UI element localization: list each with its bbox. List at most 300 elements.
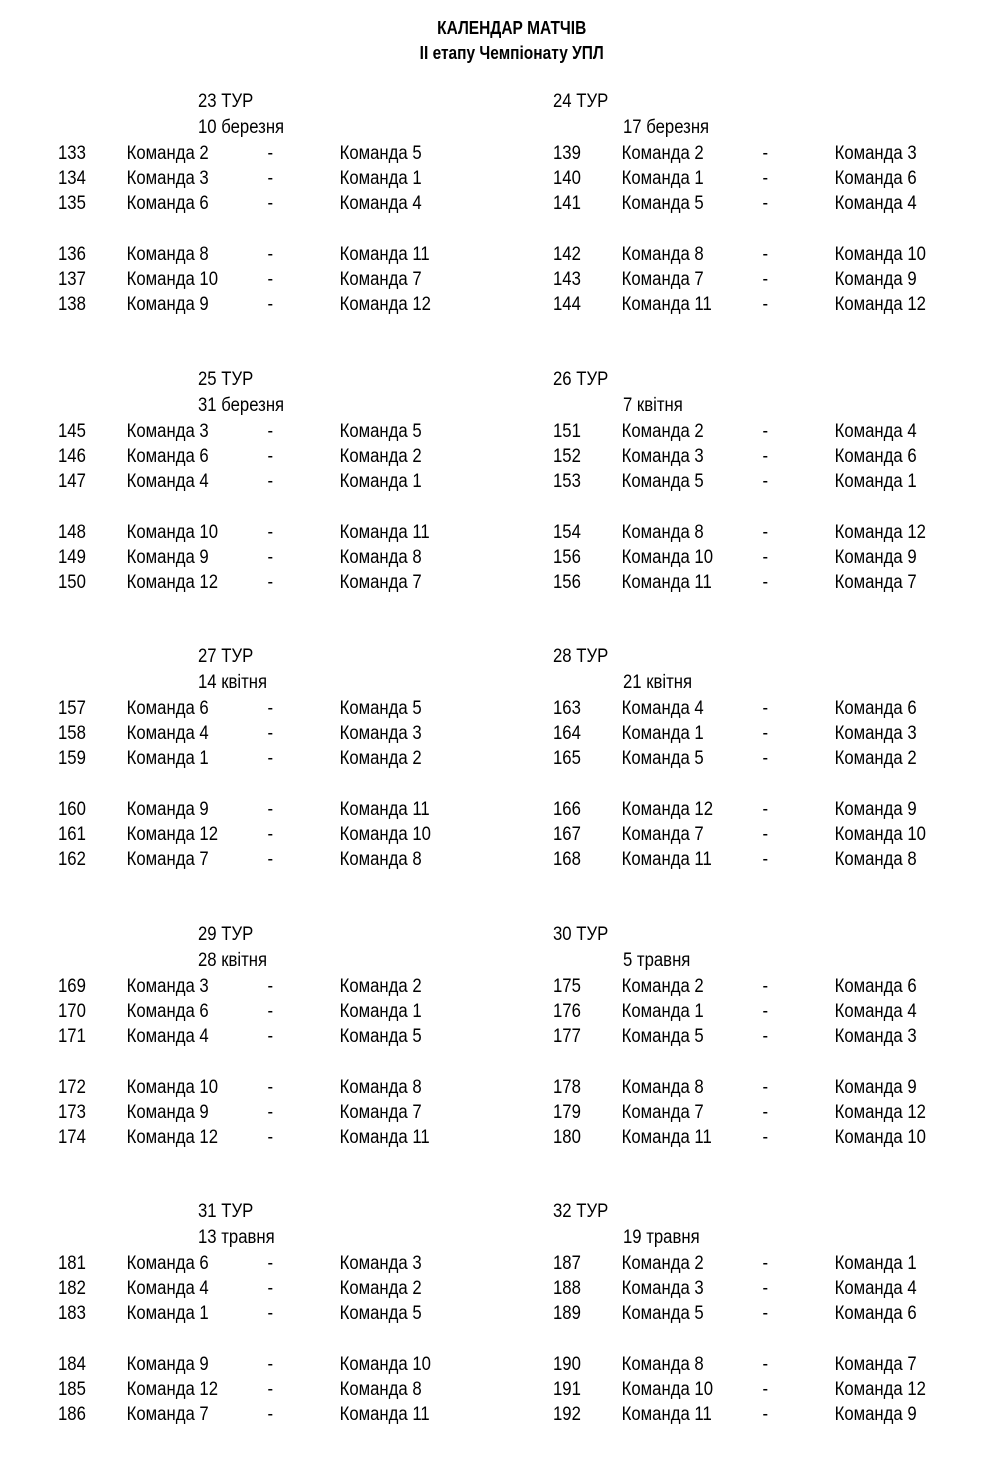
away-team: Команда 7 bbox=[834, 572, 917, 593]
match-separator: - bbox=[267, 572, 274, 593]
home-team: Команда 10 bbox=[621, 1379, 714, 1400]
home-team: Команда 4 bbox=[621, 698, 704, 719]
home-team: Команда 6 bbox=[126, 193, 209, 214]
home-team: Команда 2 bbox=[621, 421, 704, 442]
match-number: 188 bbox=[553, 1278, 581, 1299]
away-team: Команда 2 bbox=[339, 446, 422, 467]
match-separator: - bbox=[762, 976, 769, 997]
match-separator: - bbox=[762, 1127, 769, 1148]
match-separator: - bbox=[267, 824, 274, 845]
home-team: Команда 11 bbox=[621, 1404, 712, 1425]
match-row bbox=[58, 419, 498, 444]
match-row bbox=[58, 141, 498, 166]
match-row bbox=[553, 292, 993, 317]
match-number: 133 bbox=[58, 143, 86, 164]
match-row bbox=[58, 242, 498, 267]
match-number: 180 bbox=[553, 1127, 581, 1148]
match-number: 177 bbox=[553, 1026, 581, 1047]
away-team: Команда 8 bbox=[339, 547, 422, 568]
match-row bbox=[58, 1100, 498, 1125]
match-number: 187 bbox=[553, 1253, 581, 1274]
match-separator: - bbox=[267, 269, 274, 290]
match-number: 159 bbox=[58, 748, 86, 769]
away-team: Команда 6 bbox=[834, 1303, 917, 1324]
home-team: Команда 2 bbox=[126, 143, 209, 164]
match-number: 170 bbox=[58, 1001, 86, 1022]
match-separator: - bbox=[762, 849, 769, 870]
away-team: Команда 12 bbox=[834, 294, 926, 315]
match-row bbox=[553, 469, 993, 494]
home-team: Команда 9 bbox=[126, 547, 209, 568]
home-team: Команда 11 bbox=[621, 572, 712, 593]
match-separator: - bbox=[762, 1253, 769, 1274]
match-number: 179 bbox=[553, 1102, 581, 1123]
match-row bbox=[553, 847, 993, 872]
away-team: Команда 6 bbox=[834, 446, 917, 467]
home-team: Команда 3 bbox=[126, 976, 209, 997]
home-team: Команда 5 bbox=[621, 1303, 704, 1324]
home-team: Команда 1 bbox=[126, 1303, 209, 1324]
match-row bbox=[553, 1301, 993, 1326]
away-team: Команда 4 bbox=[834, 1001, 917, 1022]
match-number: 186 bbox=[58, 1404, 86, 1425]
match-number: 150 bbox=[58, 572, 86, 593]
home-team: Команда 1 bbox=[126, 748, 209, 769]
away-team: Команда 1 bbox=[834, 1253, 917, 1274]
match-number: 168 bbox=[553, 849, 581, 870]
match-separator: - bbox=[267, 547, 274, 568]
home-team: Команда 7 bbox=[621, 1102, 704, 1123]
match-separator: - bbox=[762, 193, 769, 214]
match-row bbox=[58, 520, 498, 545]
home-team: Команда 6 bbox=[126, 1253, 209, 1274]
match-number: 143 bbox=[553, 269, 581, 290]
match-separator: - bbox=[267, 471, 274, 492]
away-team: Команда 6 bbox=[834, 698, 917, 719]
match-row bbox=[58, 797, 498, 822]
match-separator: - bbox=[267, 1102, 274, 1123]
home-team: Команда 10 bbox=[126, 1077, 219, 1098]
match-row bbox=[553, 1402, 993, 1427]
match-number: 147 bbox=[58, 471, 86, 492]
match-row bbox=[553, 545, 993, 570]
away-team: Команда 11 bbox=[339, 522, 430, 543]
home-team: Команда 8 bbox=[621, 1354, 704, 1375]
tour-title: 31 ТУР bbox=[197, 1201, 254, 1222]
away-team: Команда 5 bbox=[339, 421, 422, 442]
match-row bbox=[58, 974, 498, 999]
home-team: Команда 2 bbox=[621, 1253, 704, 1274]
match-row bbox=[553, 1100, 993, 1125]
home-team: Команда 10 bbox=[126, 522, 219, 543]
match-row bbox=[58, 469, 498, 494]
tour-title: 24 ТУР bbox=[553, 91, 609, 112]
match-row bbox=[58, 1276, 498, 1301]
match-row bbox=[58, 999, 498, 1024]
away-team: Команда 9 bbox=[834, 269, 917, 290]
away-team: Команда 5 bbox=[339, 1026, 422, 1047]
match-number: 173 bbox=[58, 1102, 86, 1123]
match-separator: - bbox=[762, 1077, 769, 1098]
match-row bbox=[58, 292, 498, 317]
home-team: Команда 6 bbox=[126, 1001, 209, 1022]
away-team: Команда 7 bbox=[339, 1102, 422, 1123]
away-team: Команда 9 bbox=[834, 1404, 917, 1425]
match-row bbox=[553, 419, 993, 444]
away-team: Команда 7 bbox=[834, 1354, 917, 1375]
home-team: Команда 6 bbox=[126, 698, 209, 719]
match-number: 167 bbox=[553, 824, 581, 845]
match-row bbox=[553, 1075, 993, 1100]
home-team: Команда 11 bbox=[621, 294, 712, 315]
match-number: 172 bbox=[58, 1077, 86, 1098]
home-team: Команда 11 bbox=[621, 1127, 712, 1148]
tour-title: 32 ТУР bbox=[553, 1201, 609, 1222]
tour-title: 27 ТУР bbox=[197, 646, 254, 667]
match-separator: - bbox=[762, 471, 769, 492]
match-number: 144 bbox=[553, 294, 581, 315]
match-row bbox=[553, 974, 993, 999]
tour-date: 7 квітня bbox=[622, 395, 683, 416]
match-number: 135 bbox=[58, 193, 86, 214]
match-separator: - bbox=[267, 976, 274, 997]
away-team: Команда 1 bbox=[339, 168, 422, 189]
match-number: 182 bbox=[58, 1278, 86, 1299]
home-team: Команда 6 bbox=[126, 446, 209, 467]
away-team: Команда 6 bbox=[834, 976, 917, 997]
home-team: Команда 1 bbox=[621, 1001, 704, 1022]
home-team: Команда 2 bbox=[621, 976, 704, 997]
match-row bbox=[553, 721, 993, 746]
match-separator: - bbox=[762, 824, 769, 845]
away-team: Команда 4 bbox=[834, 421, 917, 442]
match-separator: - bbox=[762, 168, 769, 189]
home-team: Команда 11 bbox=[621, 849, 712, 870]
match-number: 174 bbox=[58, 1127, 86, 1148]
match-number: 153 bbox=[553, 471, 581, 492]
match-separator: - bbox=[762, 269, 769, 290]
away-team: Команда 7 bbox=[339, 269, 422, 290]
home-team: Команда 9 bbox=[126, 1354, 209, 1375]
match-row bbox=[58, 1125, 498, 1150]
match-separator: - bbox=[267, 1354, 274, 1375]
match-number: 157 bbox=[58, 698, 86, 719]
match-separator: - bbox=[267, 446, 274, 467]
away-team: Команда 10 bbox=[834, 1127, 926, 1148]
away-team: Команда 9 bbox=[834, 1077, 917, 1098]
match-separator: - bbox=[762, 294, 769, 315]
home-team: Команда 4 bbox=[126, 1026, 209, 1047]
match-separator: - bbox=[762, 748, 769, 769]
match-number: 156 bbox=[553, 547, 581, 568]
match-row bbox=[553, 696, 993, 721]
match-separator: - bbox=[267, 723, 274, 744]
match-row bbox=[58, 545, 498, 570]
away-team: Команда 11 bbox=[339, 799, 430, 820]
home-team: Команда 9 bbox=[126, 1102, 209, 1123]
tour-title: 23 ТУР bbox=[197, 91, 254, 112]
match-row bbox=[58, 191, 498, 216]
match-separator: - bbox=[267, 748, 274, 769]
match-separator: - bbox=[762, 1354, 769, 1375]
match-row bbox=[58, 721, 498, 746]
match-row bbox=[58, 1075, 498, 1100]
match-number: 152 bbox=[553, 446, 581, 467]
home-team: Команда 7 bbox=[621, 824, 704, 845]
match-number: 138 bbox=[58, 294, 86, 315]
match-number: 176 bbox=[553, 1001, 581, 1022]
match-number: 151 bbox=[553, 421, 581, 442]
away-team: Команда 3 bbox=[339, 1253, 422, 1274]
match-row bbox=[58, 822, 498, 847]
tour-date: 14 квітня bbox=[197, 672, 268, 693]
away-team: Команда 10 bbox=[834, 824, 926, 845]
home-team: Команда 3 bbox=[126, 421, 209, 442]
home-team: Команда 12 bbox=[621, 799, 714, 820]
match-number: 160 bbox=[58, 799, 86, 820]
away-team: Команда 11 bbox=[339, 244, 430, 265]
match-separator: - bbox=[267, 244, 274, 265]
home-team: Команда 8 bbox=[621, 244, 704, 265]
match-separator: - bbox=[762, 1001, 769, 1022]
match-separator: - bbox=[762, 723, 769, 744]
match-separator: - bbox=[762, 547, 769, 568]
match-number: 162 bbox=[58, 849, 86, 870]
away-team: Команда 9 bbox=[834, 547, 917, 568]
match-number: 142 bbox=[553, 244, 581, 265]
match-separator: - bbox=[267, 1026, 274, 1047]
match-number: 154 bbox=[553, 522, 581, 543]
match-row bbox=[553, 141, 993, 166]
home-team: Команда 5 bbox=[621, 471, 704, 492]
match-number: 163 bbox=[553, 698, 581, 719]
match-separator: - bbox=[267, 849, 274, 870]
match-row bbox=[58, 267, 498, 292]
away-team: Команда 7 bbox=[339, 572, 422, 593]
away-team: Команда 1 bbox=[339, 471, 422, 492]
home-team: Команда 10 bbox=[621, 547, 714, 568]
match-row bbox=[553, 1276, 993, 1301]
away-team: Команда 1 bbox=[339, 1001, 422, 1022]
match-number: 169 bbox=[58, 976, 86, 997]
match-number: 161 bbox=[58, 824, 86, 845]
match-row bbox=[553, 999, 993, 1024]
match-row bbox=[58, 746, 498, 771]
match-number: 164 bbox=[553, 723, 581, 744]
match-separator: - bbox=[267, 143, 274, 164]
home-team: Команда 8 bbox=[621, 1077, 704, 1098]
match-row bbox=[58, 444, 498, 469]
match-separator: - bbox=[762, 244, 769, 265]
away-team: Команда 6 bbox=[834, 168, 917, 189]
match-row bbox=[553, 1024, 993, 1049]
match-row bbox=[58, 1377, 498, 1402]
match-separator: - bbox=[762, 421, 769, 442]
match-row bbox=[553, 822, 993, 847]
tour-date: 13 травня bbox=[197, 1227, 275, 1248]
away-team: Команда 3 bbox=[834, 143, 917, 164]
home-team: Команда 5 bbox=[621, 193, 704, 214]
home-team: Команда 5 bbox=[621, 748, 704, 769]
match-number: 189 bbox=[553, 1303, 581, 1324]
match-number: 183 bbox=[58, 1303, 86, 1324]
match-row bbox=[553, 191, 993, 216]
home-team: Команда 4 bbox=[126, 723, 209, 744]
tour-date: 21 квітня bbox=[622, 672, 693, 693]
match-row bbox=[553, 520, 993, 545]
home-team: Команда 9 bbox=[126, 294, 209, 315]
home-team: Команда 12 bbox=[126, 572, 219, 593]
match-separator: - bbox=[762, 1303, 769, 1324]
away-team: Команда 8 bbox=[339, 849, 422, 870]
tour-date: 10 березня bbox=[197, 117, 285, 138]
away-team: Команда 2 bbox=[339, 976, 422, 997]
match-row bbox=[553, 242, 993, 267]
tour-date: 17 березня bbox=[622, 117, 710, 138]
match-number: 146 bbox=[58, 446, 86, 467]
match-separator: - bbox=[267, 1278, 274, 1299]
match-separator: - bbox=[267, 168, 274, 189]
home-team: Команда 4 bbox=[126, 1278, 209, 1299]
away-team: Команда 3 bbox=[834, 1026, 917, 1047]
match-separator: - bbox=[762, 143, 769, 164]
match-number: 171 bbox=[58, 1026, 86, 1047]
away-team: Команда 3 bbox=[339, 723, 422, 744]
match-separator: - bbox=[267, 193, 274, 214]
match-separator: - bbox=[762, 572, 769, 593]
away-team: Команда 11 bbox=[339, 1404, 430, 1425]
match-separator: - bbox=[762, 799, 769, 820]
away-team: Команда 10 bbox=[339, 1354, 431, 1375]
home-team: Команда 12 bbox=[126, 1127, 219, 1148]
away-team: Команда 4 bbox=[834, 1278, 917, 1299]
away-team: Команда 1 bbox=[834, 471, 917, 492]
tour-date: 28 квітня bbox=[197, 950, 268, 971]
match-number: 140 bbox=[553, 168, 581, 189]
away-team: Команда 9 bbox=[834, 799, 917, 820]
tour-date: 31 березня bbox=[197, 395, 285, 416]
match-number: 192 bbox=[553, 1404, 581, 1425]
match-number: 148 bbox=[58, 522, 86, 543]
away-team: Команда 12 bbox=[834, 1379, 926, 1400]
match-number: 156 bbox=[553, 572, 581, 593]
match-separator: - bbox=[762, 1026, 769, 1047]
match-row bbox=[553, 267, 993, 292]
home-team: Команда 4 bbox=[126, 471, 209, 492]
tour-title: 28 ТУР bbox=[553, 646, 609, 667]
page-title: КАЛЕНДАР МАТЧІВ bbox=[437, 18, 587, 38]
match-separator: - bbox=[762, 1404, 769, 1425]
match-row bbox=[58, 1251, 498, 1276]
match-row bbox=[58, 1402, 498, 1427]
away-team: Команда 8 bbox=[339, 1077, 422, 1098]
tour-title: 25 ТУР bbox=[197, 369, 254, 390]
match-separator: - bbox=[267, 698, 274, 719]
match-number: 184 bbox=[58, 1354, 86, 1375]
away-team: Команда 5 bbox=[339, 698, 422, 719]
match-number: 191 bbox=[553, 1379, 581, 1400]
away-team: Команда 2 bbox=[834, 748, 917, 769]
away-team: Команда 10 bbox=[339, 824, 431, 845]
match-number: 178 bbox=[553, 1077, 581, 1098]
away-team: Команда 8 bbox=[339, 1379, 422, 1400]
match-row bbox=[58, 570, 498, 595]
match-number: 175 bbox=[553, 976, 581, 997]
home-team: Команда 3 bbox=[126, 168, 209, 189]
match-number: 166 bbox=[553, 799, 581, 820]
away-team: Команда 2 bbox=[339, 748, 422, 769]
match-row bbox=[553, 1352, 993, 1377]
home-team: Команда 2 bbox=[621, 143, 704, 164]
away-team: Команда 5 bbox=[339, 1303, 422, 1324]
away-team: Команда 4 bbox=[834, 193, 917, 214]
away-team: Команда 12 bbox=[834, 522, 926, 543]
match-number: 158 bbox=[58, 723, 86, 744]
match-row bbox=[58, 1301, 498, 1326]
match-number: 165 bbox=[553, 748, 581, 769]
match-separator: - bbox=[267, 421, 274, 442]
match-row bbox=[553, 166, 993, 191]
away-team: Команда 12 bbox=[834, 1102, 926, 1123]
away-team: Команда 12 bbox=[339, 294, 431, 315]
match-row bbox=[553, 1251, 993, 1276]
match-number: 149 bbox=[58, 547, 86, 568]
match-separator: - bbox=[267, 1404, 274, 1425]
match-row bbox=[553, 746, 993, 771]
match-separator: - bbox=[267, 1127, 274, 1148]
home-team: Команда 3 bbox=[621, 446, 704, 467]
tour-title: 29 ТУР bbox=[197, 924, 254, 945]
home-team: Команда 12 bbox=[126, 824, 219, 845]
match-row bbox=[58, 166, 498, 191]
home-team: Команда 7 bbox=[126, 1404, 209, 1425]
away-team: Команда 11 bbox=[339, 1127, 430, 1148]
match-number: 139 bbox=[553, 143, 581, 164]
match-separator: - bbox=[267, 522, 274, 543]
away-team: Команда 10 bbox=[834, 244, 926, 265]
match-separator: - bbox=[267, 1379, 274, 1400]
match-number: 137 bbox=[58, 269, 86, 290]
tour-title: 26 ТУР bbox=[553, 369, 609, 390]
page-subtitle: ІІ етапу Чемпіонату УПЛ bbox=[419, 43, 604, 63]
away-team: Команда 2 bbox=[339, 1278, 422, 1299]
home-team: Команда 8 bbox=[126, 244, 209, 265]
home-team: Команда 1 bbox=[621, 168, 704, 189]
home-team: Команда 7 bbox=[621, 269, 704, 290]
match-number: 190 bbox=[553, 1354, 581, 1375]
away-team: Команда 4 bbox=[339, 193, 422, 214]
home-team: Команда 3 bbox=[621, 1278, 704, 1299]
match-separator: - bbox=[762, 1278, 769, 1299]
match-separator: - bbox=[762, 1379, 769, 1400]
tour-date: 19 травня bbox=[622, 1227, 700, 1248]
match-separator: - bbox=[762, 446, 769, 467]
home-team: Команда 7 bbox=[126, 849, 209, 870]
match-separator: - bbox=[267, 294, 274, 315]
home-team: Команда 8 bbox=[621, 522, 704, 543]
tour-title: 30 ТУР bbox=[553, 924, 609, 945]
home-team: Команда 10 bbox=[126, 269, 219, 290]
away-team: Команда 8 bbox=[834, 849, 917, 870]
home-team: Команда 5 bbox=[621, 1026, 704, 1047]
match-row bbox=[58, 1352, 498, 1377]
match-number: 185 bbox=[58, 1379, 86, 1400]
match-separator: - bbox=[267, 799, 274, 820]
match-separator: - bbox=[267, 1077, 274, 1098]
match-row bbox=[553, 1125, 993, 1150]
match-separator: - bbox=[267, 1001, 274, 1022]
match-row bbox=[553, 570, 993, 595]
